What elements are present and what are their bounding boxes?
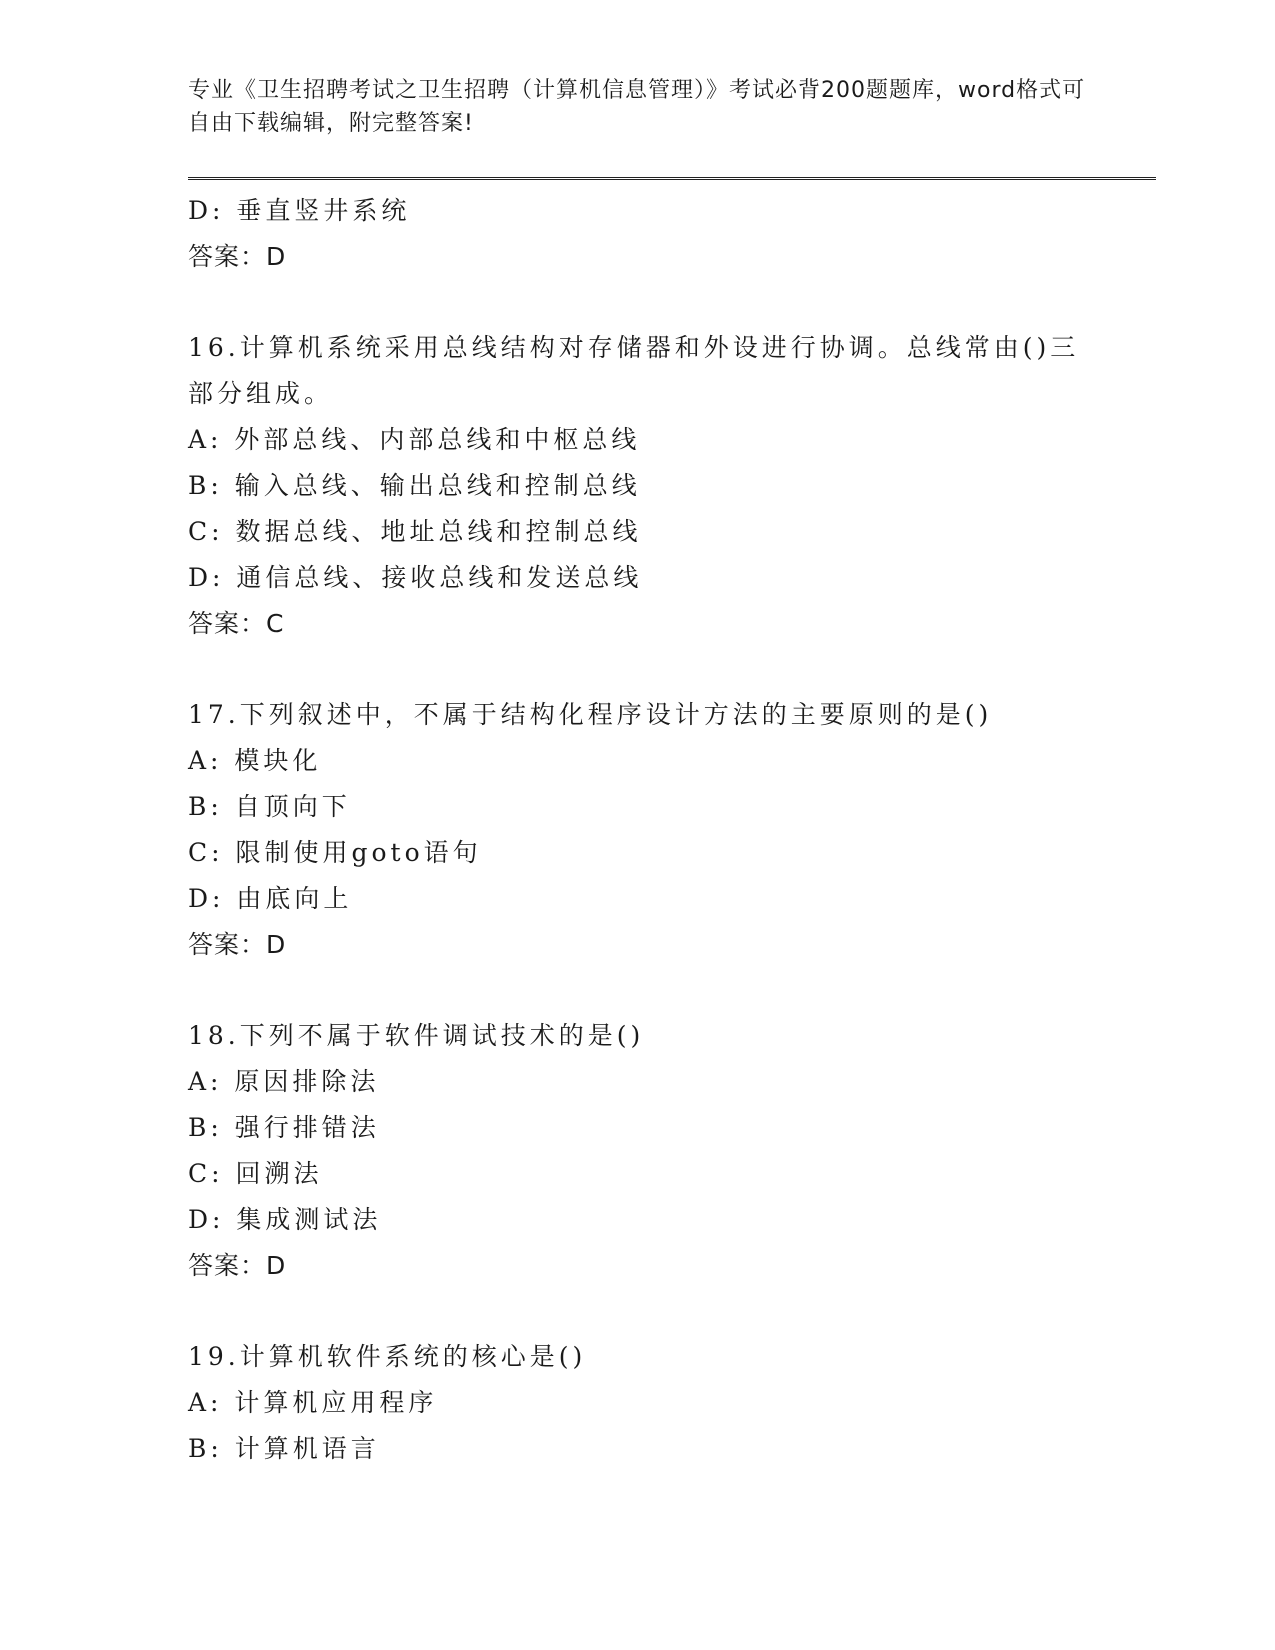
answer-option: D: 通信总线、接收总线和发送总线 — [188, 563, 643, 592]
question-block — [188, 1013, 1088, 1289]
block-spacer — [188, 968, 1088, 1013]
question-block — [188, 1334, 1088, 1472]
answer-option: C: 限制使用goto语句 — [188, 838, 482, 867]
question-list — [188, 188, 1088, 1472]
block-spacer — [188, 280, 1088, 325]
answer-option: D: 集成测试法 — [188, 1205, 382, 1234]
answer-option: A: 计算机应用程序 — [188, 1388, 438, 1417]
question-block — [188, 188, 1088, 280]
block-spacer — [188, 1289, 1088, 1334]
question-text: 17.下列叙述中，不属于结构化程序设计方法的主要原则的是() — [188, 700, 993, 729]
question-block — [188, 325, 1088, 647]
correct-answer: 答案：D — [188, 242, 287, 271]
question-text: 18.下列不属于软件调试技术的是() — [188, 1021, 645, 1050]
correct-answer: 答案：D — [188, 930, 287, 959]
correct-answer: 答案：C — [188, 609, 285, 638]
answer-option: C: 数据总线、地址总线和控制总线 — [188, 517, 642, 546]
answer-option: B: 计算机语言 — [188, 1434, 380, 1463]
answer-option: D: 垂直竖井系统 — [188, 196, 411, 225]
answer-option: B: 强行排错法 — [188, 1113, 380, 1142]
answer-option: A: 原因排除法 — [188, 1067, 380, 1096]
answer-option: D: 由底向上 — [188, 884, 353, 913]
question-text: 19.计算机软件系统的核心是() — [188, 1342, 587, 1371]
question-text: 16.计算机系统采用总线结构对存储器和外设进行协调。总线常由()三部分组成。 — [188, 333, 1080, 408]
document-header: 专业《卫生招聘考试之卫生招聘（计算机信息管理）》考试必背200题题库，word格式可自由下载编辑，附完整答案! — [188, 78, 1086, 136]
answer-option: C: 回溯法 — [188, 1159, 323, 1188]
question-block — [188, 692, 1088, 968]
answer-option: A: 模块化 — [188, 746, 322, 775]
answer-option: B: 自顶向下 — [188, 792, 351, 821]
answer-option: B: 输入总线、输出总线和控制总线 — [188, 471, 641, 500]
answer-option: A: 外部总线、内部总线和中枢总线 — [188, 425, 641, 454]
header-divider — [188, 177, 1156, 180]
correct-answer: 答案：D — [188, 1251, 287, 1280]
block-spacer — [188, 647, 1088, 692]
